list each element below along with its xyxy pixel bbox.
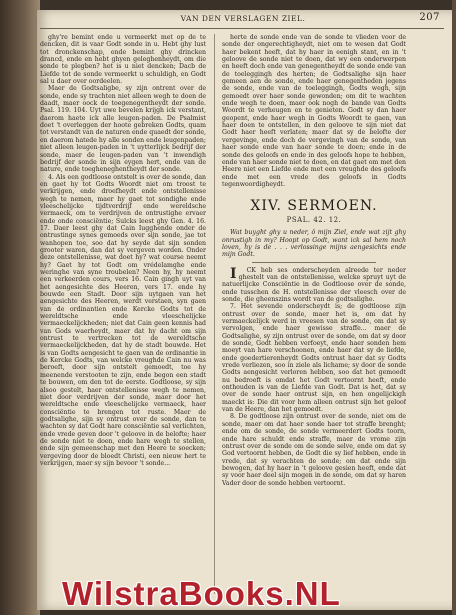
left-paragraph: ghy're bemint ende u vermeerkt met op de te dencken, dit is vaar Godt sonde in u. Hebt ghy lust tot dronckenschap, ende bemint ghy drincken drancd, ende en hebt ghyen geleghenheydt, om die sonde te plegben? het is u niet dencken; Dacb de Liefde tot de sonde vermeerkt u schuldigh, en Godt sal u daer over oordeelen.: [40, 34, 206, 86]
left-column: [40, 34, 206, 594]
drop-cap: I: [230, 265, 237, 282]
header-rule: [40, 28, 444, 29]
left-paragraph: 4. Als een godtloose ontstelt is over de sonde, dan en gaet hy tot Godts Woordt niet om troost te verkrijgen, ende droefheydt ende ontstellenisse wegh te nemen, maer hy gaet tot sondighe ende vleeschelijcke tijdtverdrijf ende wereldsche vermaeck, om te verdrijven de ontrustighe ervaer ende onde consciëntie; Sulcks leest ghy Gen. 4. 16. 17. Daer leest ghy dat Cain Iugghende onder de ontrustinge synes gemoeds over sijn sonde, jae tot wanhopen toe, soo dat hy seyde dat sijn sonden grooter waren, dan dat sy vergeven worden. Onder deze ontstellenisse, wat doet hy? wat course neemt hy? Gaet hy tot Godt om vrédelamghe ende weringhe van synе troubelen? Neen hy, hy neemt een verkeerden cours, vers 16. Cain gingh uyt van het aengesichte des Heeren, vers 17. ende hy bouwde een Stadt. Door sijn uytgaen van het aengesichte des Heeren, werdt verstaen, syn gaen van de ordinantien ende Kercke Godts tot de wereldtsche ende vleeschelijcke vermaeckelijckheden; niet dat Cain geen kennis had van Gods waerheydt, maer dat hy dacht om sijn ontrust te vertrecken tot de wereldtsche vermaeckelijckheden, dat hy de stadt bouwde. Het is van Godts aengesicht te gaen van de ordinantie in de Kercke Godts, van welcke vreughde Cain nu was beroeft, door sijn ontstelt gemoedt, toe hy meenende verstooten te zijn, ende begon een stadt te bouwen, om den tot de eerste. Godtloose, sy sijn alsoo gestelt, haer ontstellenisse wegh te nemen, niet door verdrijven der sonde, maer door het wereldtsche ende vleeschelijcke vermaeck, haer consciëntie te brengen tot ruste. Maer de godtsalighe, sijn sy ontrust over de sonde, dan te wachten sy dat Godt hare consciëntie sal verlichten, ende vrede geven door 't geloove in de belofte; haer de sonde niet te doen, ende hare wegh te stellen, ende sijn gemeenschap met den Heere te soecken; vergeving door de bloedt Christi, een nieuw hert te verkrijgen, maer sy sijn bevoor 't sonde...: [40, 173, 206, 467]
page-edge-shadow: [452, 0, 456, 615]
right-paragraph: 8. De godtloose zijn ontrust over de sonde, niet om de sonde, maer om dat haer sonde haer tot straffe brenght; ende om de sonde, de sonde vermeerdert Godts toorn, ende hare schuldt ende straffe, maer de vrome zijn ontrust over de sonde om de sonde selve, ende om dat sy God vertoornt hebben, de Godt die sy lief hebben, ende in vrede, dat sy verachten de sonde; om dat ende sijn bewogen, dat hy haer in 't geloove gesien heeft, ende dat sy voor haer deel sijn mogen in de sonde, om dat sy haren Vader door de sonde hebben vertoornt.: [222, 413, 406, 487]
scripture-quote: Wat buyght ghy u neder, ô mijn Ziel, ende wat zijt ghy onrustigh in my? Hoopt op Godt, want ick sal hem noch loven, hy is de . . . verlossinge mijns aengesichts ende mijn Godt.: [222, 229, 406, 259]
column-divider: [214, 34, 215, 594]
running-title: VAN DEN VERSLAGEN ZIEL.: [180, 14, 306, 23]
first-paragraph-text: CK heb ses onderscheyden alreede ter neder ghestelt van de ontstellenisse, welcke spruyt uyt de natuerlijcke Consciëntie in de Godtloose over de sonde, ende tusschen de H. ontstellenisse der vleesch over de sonde, die gheenszins wordt van de godtsalighe.: [222, 266, 406, 303]
psalm-reference: PSAL. 42. 12.: [286, 216, 342, 225]
right-paragraph: herte de sonde ende van de sonde te vlieden voor de sonde der ongerechtigheydt, niet om te wesen dat Godt haer bekent heeft, dat hy haer in eenigh stant, en in 't geloove de sonde niet te doen, dat wy een onderwerpen en heeft doch ende van genegentheydt de sonde ende van de toeleggingh des herten; de Godtsalighe sijn haer gemeen aen de sonde, ende haer genegentheden jegens de sonde, ende van de toeleggingh, Godts wegh, sijn gemoedt over haer sonde gewonden; om dit te wachten ende wegh te doen, maer ook nogh de bande van Godts Woordt te verheugen en te genieten. Godt sy dan haer geopent, ende haer wegh in Godts Woordt te gaen, van haer doen te ontstellen, in den geloove te sijn niet dat Godt haer heeft verlaten; maer dat sy de belofte der vergevinge, ende doch de vergevingh van de sonde, van haer sonde ende van haer sonde te doen; ende in de sonde des geloofs en ende in des geloofs hope te hebben, ende van haer sonde niet te doen, en dat gaet om met den Heere niet een Liefde ende met een vreughde des geloofs ende met een vrede des geloofs in Godts tegenwoordigheydt.: [222, 34, 406, 188]
right-column: [222, 34, 406, 594]
text-divider: [252, 262, 376, 263]
book-spine: [0, 0, 40, 615]
page-header: [40, 14, 446, 26]
right-paragraph: 7. Het sevende onderscheydt is; de godtloose zijn ontrust over de sonde, maer het is, om dat hy vermaeckelijck werd in vreesen van de sonde, om dat sy vervolgen, ende haer gewisse straffe... maer de Godtsalighe, sy zijn ontrust over de sonde, om dat sy door de sonde, Godt hebben verfoeyt, ende haer sonden hem moeyt van hare verschoonen, ende haer dat sy de liefde, ende goedertierenheydt Godts ontrust haer dat sy Godts vrede verliezen, soo in ziele als lichame; sy door de sonde Godts aengesicht verloren hebben, soo dat het gemoedt nu bedroeft is omdat het Godt vertoornt heeft, ende onthouden is van de Liefde van Godt. Dat is het, dat sy over de sonde haer ontrust sijn, en hen ongelijckigh maeckt is: Die dit voor hem alleen ontrust sijn het geloof van de Heere, dan het gemoedt.: [222, 303, 406, 414]
watermark-logo: WilstraBooks.NL: [62, 575, 341, 612]
left-paragraph: Maer de Godtsaligbe, sy zijn ontrent over de sonde, ende sy trachten niet alleen wegh te doen de daadt, maer oock de toegenegentheydt der sonde. Psal. 119. 104. Uyt uwe bevelen krijgh ick verstant, daerom haete ick alle leugen-paden. De Psalmist doet 't overleggen der hoote gebreken Godts, quam tot verstandt van de naturen ende quaedt der sonde, en daerom hatede hy alle sonden ende leugenpaden; niet alleen leugen-paden in 't uytterlijck bedrijf der sonde, maer de leugen-paden van 't inwendigh bedrijf der sonde in sijn eygen hert, ende van de nature, ende toegheneghentheydt der sonde.: [40, 85, 206, 174]
page-number: 207: [419, 12, 440, 23]
sermon-title: XIV. SERMOEN.: [250, 198, 378, 215]
first-paragraph: [222, 267, 406, 304]
